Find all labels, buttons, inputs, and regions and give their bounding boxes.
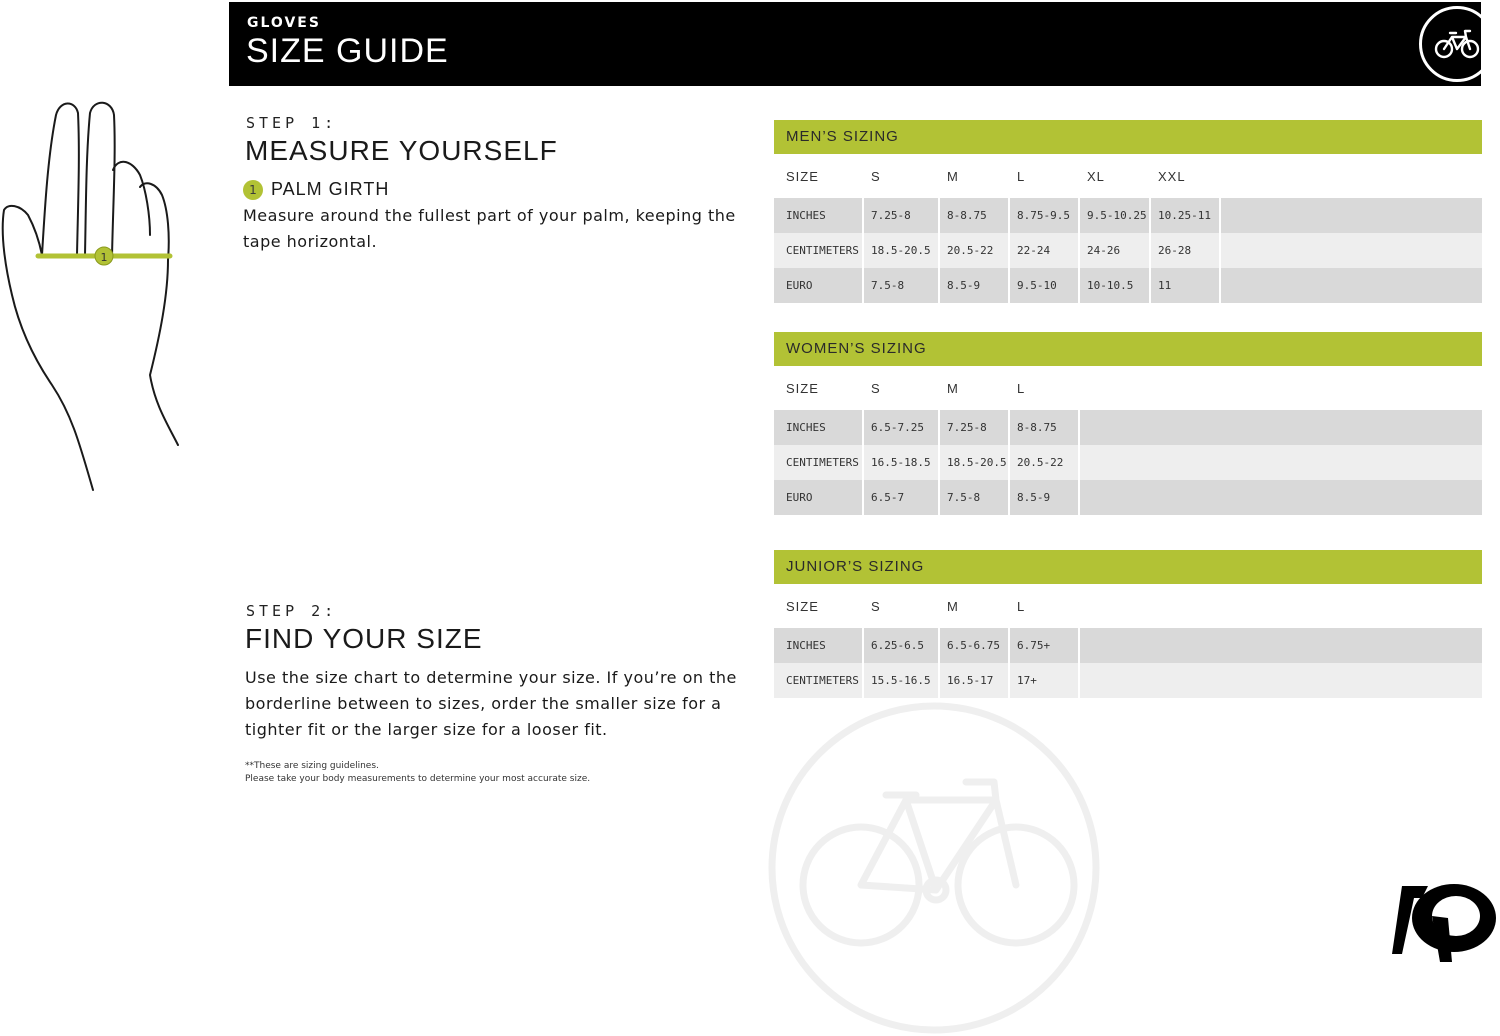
size-header-cell: XL [1087, 168, 1105, 184]
table-row [774, 410, 1482, 445]
table-row [774, 663, 1482, 698]
mens-sizing-title: MEN’S SIZING [786, 128, 899, 145]
size-header-cell: XXL [1158, 168, 1186, 184]
mens-sizing-table [774, 120, 1482, 303]
womens-sizing-header [774, 332, 1482, 366]
table-cell: 9.5-10 [1010, 268, 1080, 303]
womens-size-row [774, 366, 1482, 410]
header-kicker: GLOVES [247, 15, 321, 31]
size-header-cell: L [1017, 598, 1026, 614]
table-cell: INCHES [774, 198, 864, 233]
step1-description [243, 203, 736, 255]
table-cell: 15.5-16.5 [864, 663, 940, 698]
table-cell: 16.5-17 [940, 663, 1010, 698]
page-title: SIZE GUIDE [246, 32, 449, 70]
table-cell: 8-8.75 [1010, 410, 1080, 445]
table-cell: CENTIMETERS [774, 445, 864, 480]
table-cell: 6.25-6.5 [864, 628, 940, 663]
palm-girth-badge: 1 [243, 180, 263, 200]
hand-illustration [0, 95, 185, 495]
table-row [774, 480, 1482, 515]
size-header-cell: L [1017, 380, 1026, 396]
mens-sizing-header [774, 120, 1482, 154]
table-cell: 7.5-8 [940, 480, 1010, 515]
step2-label: STEP 2: [246, 602, 338, 620]
table-cell: 18.5-20.5 [864, 233, 940, 268]
size-header-cell: M [947, 598, 959, 614]
table-cell: 20.5-22 [1010, 445, 1080, 480]
step1-title: MEASURE YOURSELF [245, 135, 558, 166]
table-row [774, 233, 1482, 268]
table-cell: 20.5-22 [940, 233, 1010, 268]
step1-desc-line: tape horizontal. [243, 232, 378, 251]
size-header-cell: SIZE [786, 168, 819, 184]
note-line: Please take your body measurements to determine your most accurate size. [245, 774, 591, 784]
table-cell: 6.75+ [1010, 628, 1080, 663]
table-cell: 7.25-8 [864, 198, 940, 233]
size-header-cell: M [947, 380, 959, 396]
step2-desc-line: tighter fit or the larger size for a looser fit. [245, 720, 608, 739]
mens-size-row [774, 154, 1482, 198]
table-cell: 24-26 [1080, 233, 1151, 268]
table-cell: INCHES [774, 410, 864, 445]
size-header-cell: SIZE [786, 380, 819, 396]
note-line: **These are sizing guidelines. [245, 761, 379, 771]
table-cell: 11 [1151, 268, 1221, 303]
table-cell: EURO [774, 480, 864, 515]
step1-desc-line: Measure around the fullest part of your palm, keeping the [243, 206, 736, 225]
table-cell: 22-24 [1010, 233, 1080, 268]
table-cell: 8.75-9.5 [1010, 198, 1080, 233]
table-cell: 6.5-7 [864, 480, 940, 515]
step2-description [245, 665, 737, 743]
table-cell: 8-8.75 [940, 198, 1010, 233]
table-cell: EURO [774, 268, 864, 303]
table-cell: 17+ [1010, 663, 1080, 698]
size-header-cell: M [947, 168, 959, 184]
size-header-cell: SIZE [786, 598, 819, 614]
table-cell: CENTIMETERS [774, 233, 864, 268]
juniors-sizing-title: JUNIOR’S SIZING [786, 558, 925, 575]
table-cell: 6.5-6.75 [940, 628, 1010, 663]
table-row [774, 628, 1482, 663]
table-cell: 18.5-20.5 [940, 445, 1010, 480]
table-cell: 10-10.5 [1080, 268, 1151, 303]
table-cell: 8.5-9 [940, 268, 1010, 303]
size-header-cell: S [871, 380, 881, 396]
size-header-cell: S [871, 168, 881, 184]
table-cell: 26-28 [1151, 233, 1221, 268]
step2-desc-line: borderline between to sizes, order the smaller size for a [245, 694, 722, 713]
size-header-cell: L [1017, 168, 1026, 184]
womens-sizing-table [774, 332, 1482, 515]
bicycle-watermark-icon [766, 700, 1102, 1036]
juniors-size-row [774, 584, 1482, 628]
table-cell: 8.5-9 [1010, 480, 1080, 515]
table-cell: 6.5-7.25 [864, 410, 940, 445]
size-header-cell: S [871, 598, 881, 614]
step1-label: STEP 1: [246, 114, 338, 132]
step2-title: FIND YOUR SIZE [245, 623, 483, 654]
bicycle-icon [1419, 6, 1481, 82]
table-cell: INCHES [774, 628, 864, 663]
womens-sizing-title: WOMEN’S SIZING [786, 340, 927, 357]
hand-marker-label: 1 [100, 251, 108, 264]
table-cell: 16.5-18.5 [864, 445, 940, 480]
table-row [774, 268, 1482, 303]
juniors-sizing-header [774, 550, 1482, 584]
step2-desc-line: Use the size chart to determine your size. If you’re on the [245, 668, 737, 687]
pearl-izumi-logo-icon [1392, 878, 1500, 962]
table-row [774, 198, 1482, 233]
juniors-sizing-table [774, 550, 1482, 698]
table-cell: CENTIMETERS [774, 663, 864, 698]
table-cell: 7.5-8 [864, 268, 940, 303]
palm-girth-label: PALM GIRTH [271, 179, 390, 199]
table-cell: 9.5-10.25 [1080, 198, 1151, 233]
table-row [774, 445, 1482, 480]
header-banner [229, 2, 1481, 86]
sizing-note [245, 760, 590, 786]
table-cell: 10.25-11 [1151, 198, 1221, 233]
table-cell: 7.25-8 [940, 410, 1010, 445]
